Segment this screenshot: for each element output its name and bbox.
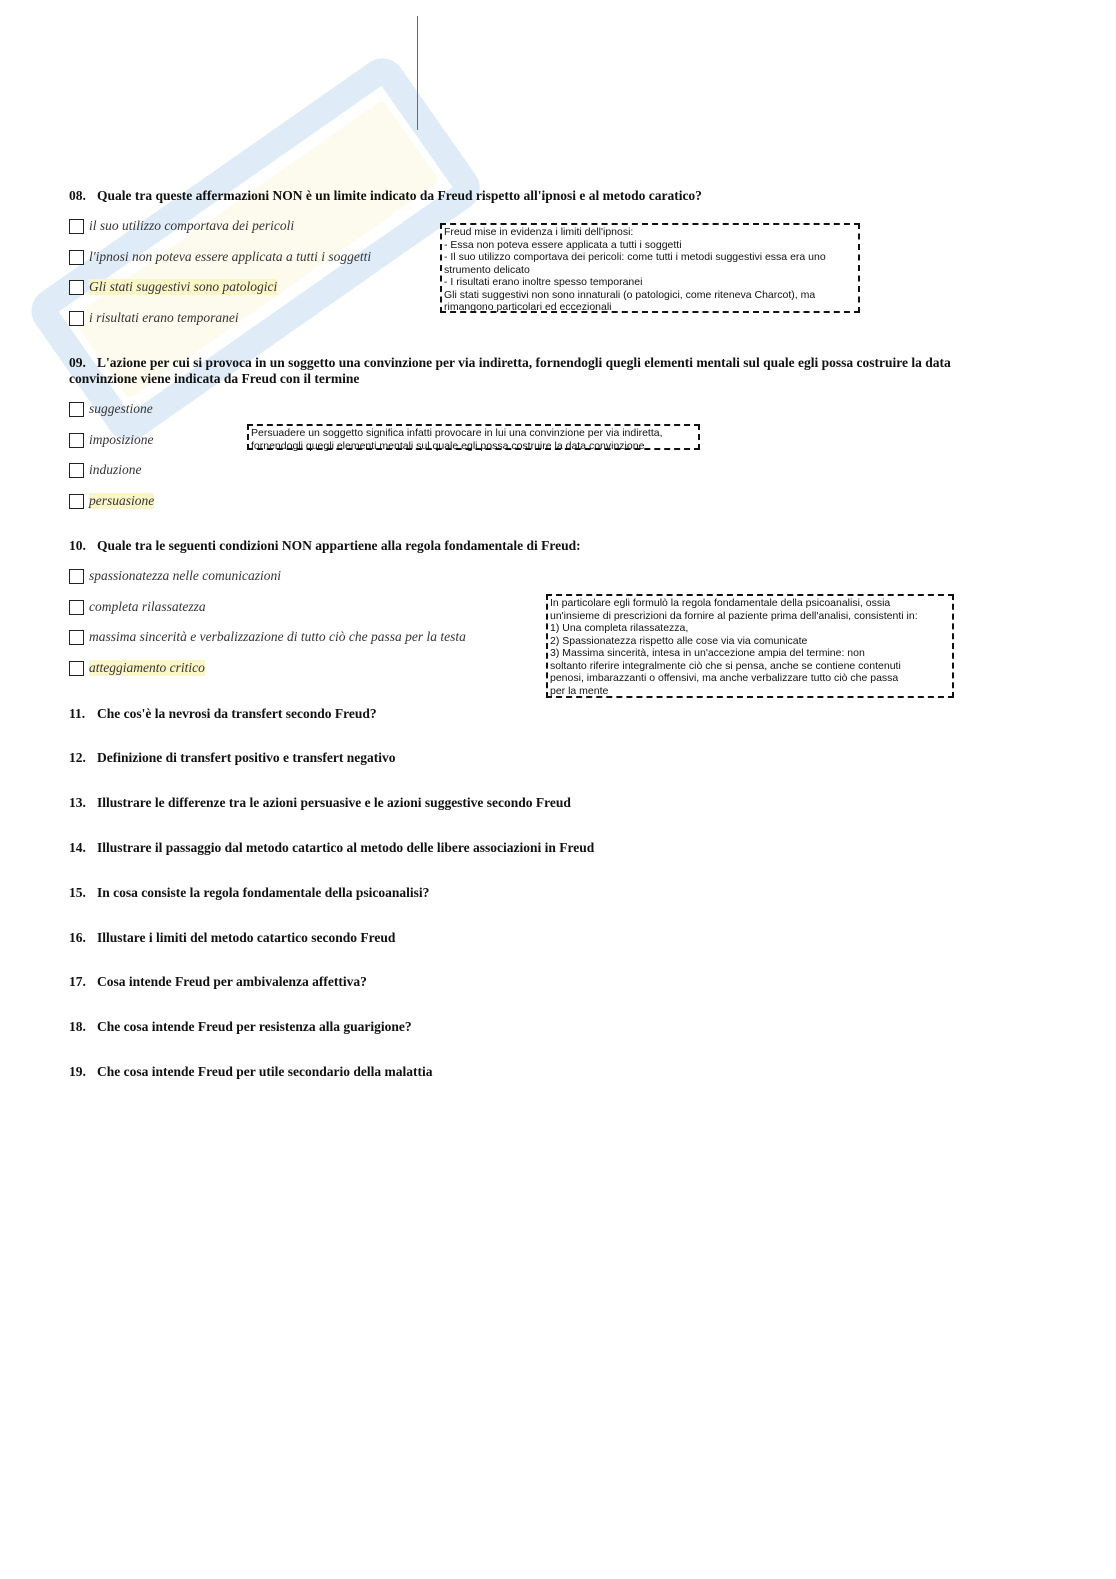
option-09-a[interactable]: suggestione [69, 400, 153, 418]
checkbox[interactable] [69, 600, 84, 615]
checkbox[interactable] [69, 494, 84, 509]
question-08: 08. Quale tra queste affermazioni NON è un limite indicato da Freud rispetto all'ipnosi e al metodo caratico? [69, 188, 702, 203]
question-15: 15. In cosa consiste la regola fondamentale della psicoanalisi? [69, 885, 430, 900]
question-10: 10. Quale tra le seguenti condizioni NON appartiene alla regola fondamentale di Freud: [69, 538, 581, 553]
checkbox[interactable] [69, 219, 84, 234]
checkbox[interactable] [69, 463, 84, 478]
option-08-d[interactable]: i risultati erano temporanei [69, 309, 239, 327]
checkbox[interactable] [69, 661, 84, 676]
checkbox[interactable] [69, 250, 84, 265]
checkbox[interactable] [69, 402, 84, 417]
option-08-a[interactable]: il suo utilizzo comportava dei pericoli [69, 217, 294, 235]
note-10: In particolare egli formulò la regola fondamentale della psicoanalisi, ossia un'insieme di prescrizioni da fornire al paziente prima dell'analisi, consistenti in: 1) Una completa rilassatezza, 2) Spassionatezza rispetto alle cose via via comunicate 3) Massima sincerità, intesa in un'accezione ampia del termine: non soltanto riferire integralmente ciò che si pensa, anche se contiene contenuti penosi, imbarazzanti o offensivi, ma anche verbalizzare tutto ciò che passa per la mente [546, 594, 954, 698]
option-08-b[interactable]: l'ipnosi non poteva essere applicata a tutti i soggetti [69, 248, 371, 266]
option-09-d[interactable]: persuasione [69, 492, 154, 510]
checkbox[interactable] [69, 433, 84, 448]
option-08-c[interactable]: Gli stati suggestivi sono patologici [69, 278, 277, 296]
option-09-b[interactable]: imposizione [69, 431, 154, 449]
margin-line [417, 16, 418, 130]
question-09: 09. L'azione per cui si provoca in un soggetto una convinzione per via indiretta, fornendogli quegli elementi mentali sul quale egli possa costruire la data convinzione viene indicata da Freud con il termine [69, 355, 951, 386]
option-09-c[interactable]: induzione [69, 461, 142, 479]
question-16: 16. Illustare i limiti del metodo catartico secondo Freud [69, 930, 396, 945]
question-11: 11. Che cos'è la nevrosi da transfert secondo Freud? [69, 706, 377, 721]
question-18: 18. Che cosa intende Freud per resistenza alla guarigione? [69, 1019, 412, 1034]
note-09: Persuadere un soggetto significa infatti provocare in lui una convinzione per via indiretta, fornendogli quegli elementi mentali sul quale egli possa costruire la data convinzione [247, 424, 700, 450]
option-10-d[interactable]: atteggiamento critico [69, 659, 205, 677]
question-13: 13. Illustrare le differenze tra le azioni persuasive e le azioni suggestive secondo Freud [69, 795, 571, 810]
question-14: 14. Illustrare il passaggio dal metodo catartico al metodo delle libere associazioni in Freud [69, 840, 595, 855]
question-17: 17. Cosa intende Freud per ambivalenza affettiva? [69, 974, 367, 989]
option-10-a[interactable]: spassionatezza nelle comunicazioni [69, 567, 281, 585]
checkbox[interactable] [69, 280, 84, 295]
option-10-c[interactable]: massima sincerità e verbalizzazione di tutto ciò che passa per la testa [69, 628, 466, 646]
checkbox[interactable] [69, 630, 84, 645]
question-12: 12. Definizione di transfert positivo e transfert negativo [69, 750, 396, 765]
checkbox[interactable] [69, 311, 84, 326]
option-10-b[interactable]: completa rilassatezza [69, 598, 206, 616]
question-19: 19. Che cosa intende Freud per utile secondario della malattia [69, 1064, 433, 1079]
note-08: Freud mise in evidenza i limiti dell'ipnosi: - Essa non poteva essere applicata a tutti i soggetti - Il suo utilizzo comportava dei pericoli: come tutti i metodi suggestivi essa era uno strumento delicato - I risultati erano inoltre spesso temporanei Gli stati suggestivi non sono innaturali (o patologici, come riteneva Charcot), ma rimangono particolari ed eccezionali [440, 223, 860, 313]
checkbox[interactable] [69, 569, 84, 584]
